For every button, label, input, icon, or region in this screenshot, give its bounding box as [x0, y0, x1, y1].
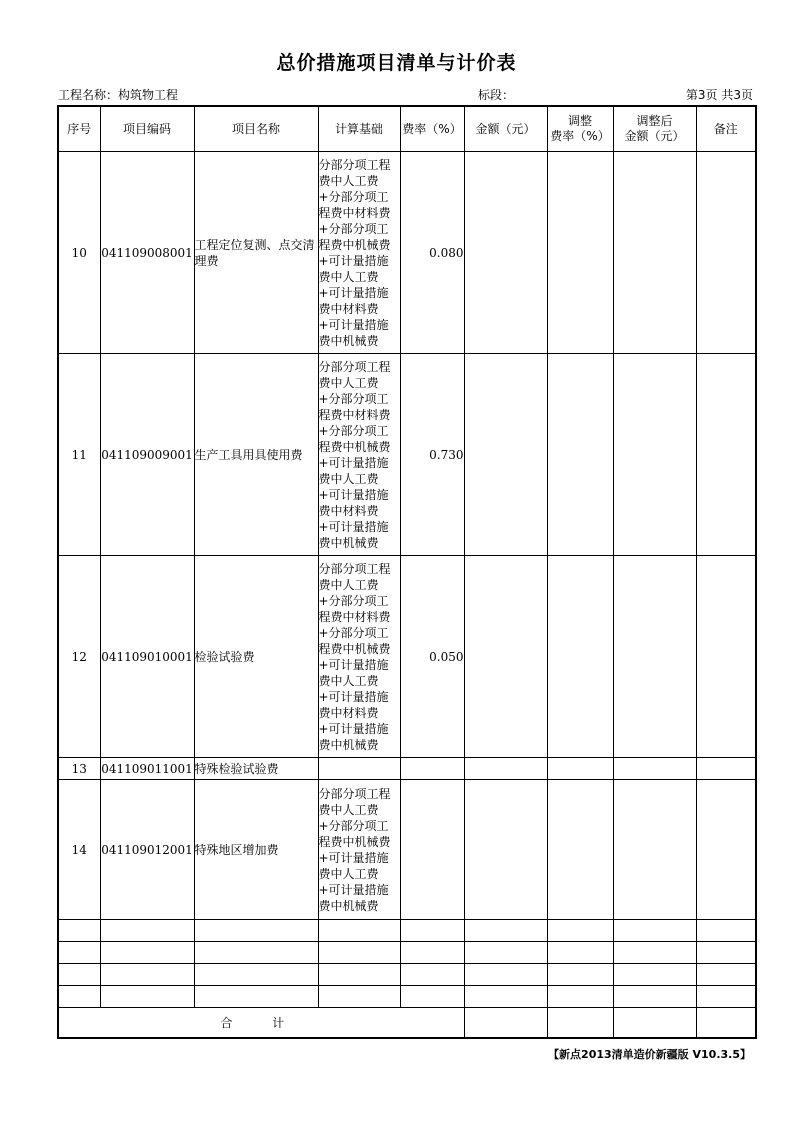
row-base: 分部分项工程费中人工费+分部分项工程费中材料费+分部分项工程费中机械费+可计量措施费中人工费+可计量措施费中材料费+可计量措施费中机械费 — [318, 354, 400, 556]
row-note — [696, 758, 756, 780]
row-adjusted-amount — [613, 556, 696, 758]
row-amount — [464, 354, 547, 556]
row-base: 分部分项工程费中人工费+分部分项工程费中材料费+分部分项工程费中机械费+可计量措施费中人工费+可计量措施费中材料费+可计量措施费中机械费 — [318, 152, 400, 354]
empty-row — [58, 920, 756, 942]
row-code: 041109011001 — [100, 758, 194, 780]
total-note — [696, 1008, 756, 1038]
row-rate — [400, 780, 464, 920]
header-adjusted-amount-line1: 调整后 — [636, 114, 673, 128]
section-label: 标段： — [478, 88, 515, 102]
row-note — [696, 152, 756, 354]
pricing-table — [57, 105, 757, 1039]
table-row — [58, 152, 756, 354]
row-adjusted-amount — [613, 758, 696, 780]
row-note — [696, 556, 756, 758]
header-adjusted-rate-line2: 费率（%） — [550, 129, 610, 143]
page-number: 第3页 共3页 — [685, 88, 753, 102]
row-amount — [464, 556, 547, 758]
row-rate — [400, 758, 464, 780]
row-adjusted-rate — [547, 758, 613, 780]
header-note: 备注 — [696, 106, 756, 152]
header-adjusted-amount-line2: 金额（元） — [624, 129, 685, 143]
row-base: 分部分项工程费中人工费+分部分项工程费中机械费+可计量措施费中人工费+可计量措施费中机械费 — [318, 780, 400, 920]
header-adjusted-rate-line1: 调整 — [567, 114, 592, 128]
row-rate: 0.080 — [400, 152, 464, 354]
header-base: 计算基础 — [318, 106, 400, 152]
row-seq: 13 — [58, 758, 100, 780]
row-code: 041109009001 — [100, 354, 194, 556]
page-title: 总价措施项目清单与计价表 — [276, 52, 517, 74]
row-amount — [464, 780, 547, 920]
row-adjusted-rate — [547, 556, 613, 758]
table-row — [58, 758, 756, 780]
row-amount — [464, 152, 547, 354]
row-base: 分部分项工程费中人工费+分部分项工程费中材料费+分部分项工程费中机械费+可计量措施费中人工费+可计量措施费中材料费+可计量措施费中机械费 — [318, 556, 400, 758]
row-note — [696, 354, 756, 556]
row-adjusted-amount — [613, 354, 696, 556]
row-rate: 0.730 — [400, 354, 464, 556]
row-seq: 10 — [58, 152, 100, 354]
row-rate: 0.050 — [400, 556, 464, 758]
header-adjusted-amount — [613, 106, 696, 152]
row-name: 特殊地区增加费 — [194, 780, 318, 920]
header-name: 项目名称 — [194, 106, 318, 152]
row-code: 041109012001 — [100, 780, 194, 920]
project-name: 工程名称：构筑物工程 — [58, 88, 179, 102]
total-adjusted-amount — [613, 1008, 696, 1038]
table-row — [58, 780, 756, 920]
header-seq: 序号 — [58, 106, 100, 152]
row-adjusted-amount — [613, 152, 696, 354]
row-seq: 14 — [58, 780, 100, 920]
row-note — [696, 780, 756, 920]
row-code: 041109008001 — [100, 152, 194, 354]
header-rate: 费率（%） — [400, 106, 464, 152]
row-name: 生产工具用具使用费 — [194, 354, 318, 556]
total-row — [58, 1008, 756, 1038]
row-adjusted-rate — [547, 780, 613, 920]
row-amount — [464, 758, 547, 780]
total-adjusted-rate — [547, 1008, 613, 1038]
header-row — [58, 106, 756, 152]
row-adjusted-amount — [613, 780, 696, 920]
empty-row — [58, 986, 756, 1008]
empty-row — [58, 942, 756, 964]
row-adjusted-rate — [547, 354, 613, 556]
empty-row — [58, 964, 756, 986]
header-adjusted-rate — [547, 106, 613, 152]
row-name: 特殊检验试验费 — [194, 758, 318, 780]
row-name: 工程定位复测、点交清理费 — [194, 152, 318, 354]
total-amount — [464, 1008, 547, 1038]
total-label: 合 计 — [58, 1008, 464, 1038]
software-footer: 【新点2013清单造价新疆版 V10.3.5】 — [548, 1048, 751, 1061]
row-adjusted-rate — [547, 152, 613, 354]
row-base — [318, 758, 400, 780]
row-name: 检验试验费 — [194, 556, 318, 758]
row-code: 041109010001 — [100, 556, 194, 758]
row-seq: 11 — [58, 354, 100, 556]
table-row — [58, 556, 756, 758]
header-amount: 金额（元） — [464, 106, 547, 152]
table-row — [58, 354, 756, 556]
row-seq: 12 — [58, 556, 100, 758]
header-code: 项目编码 — [100, 106, 194, 152]
